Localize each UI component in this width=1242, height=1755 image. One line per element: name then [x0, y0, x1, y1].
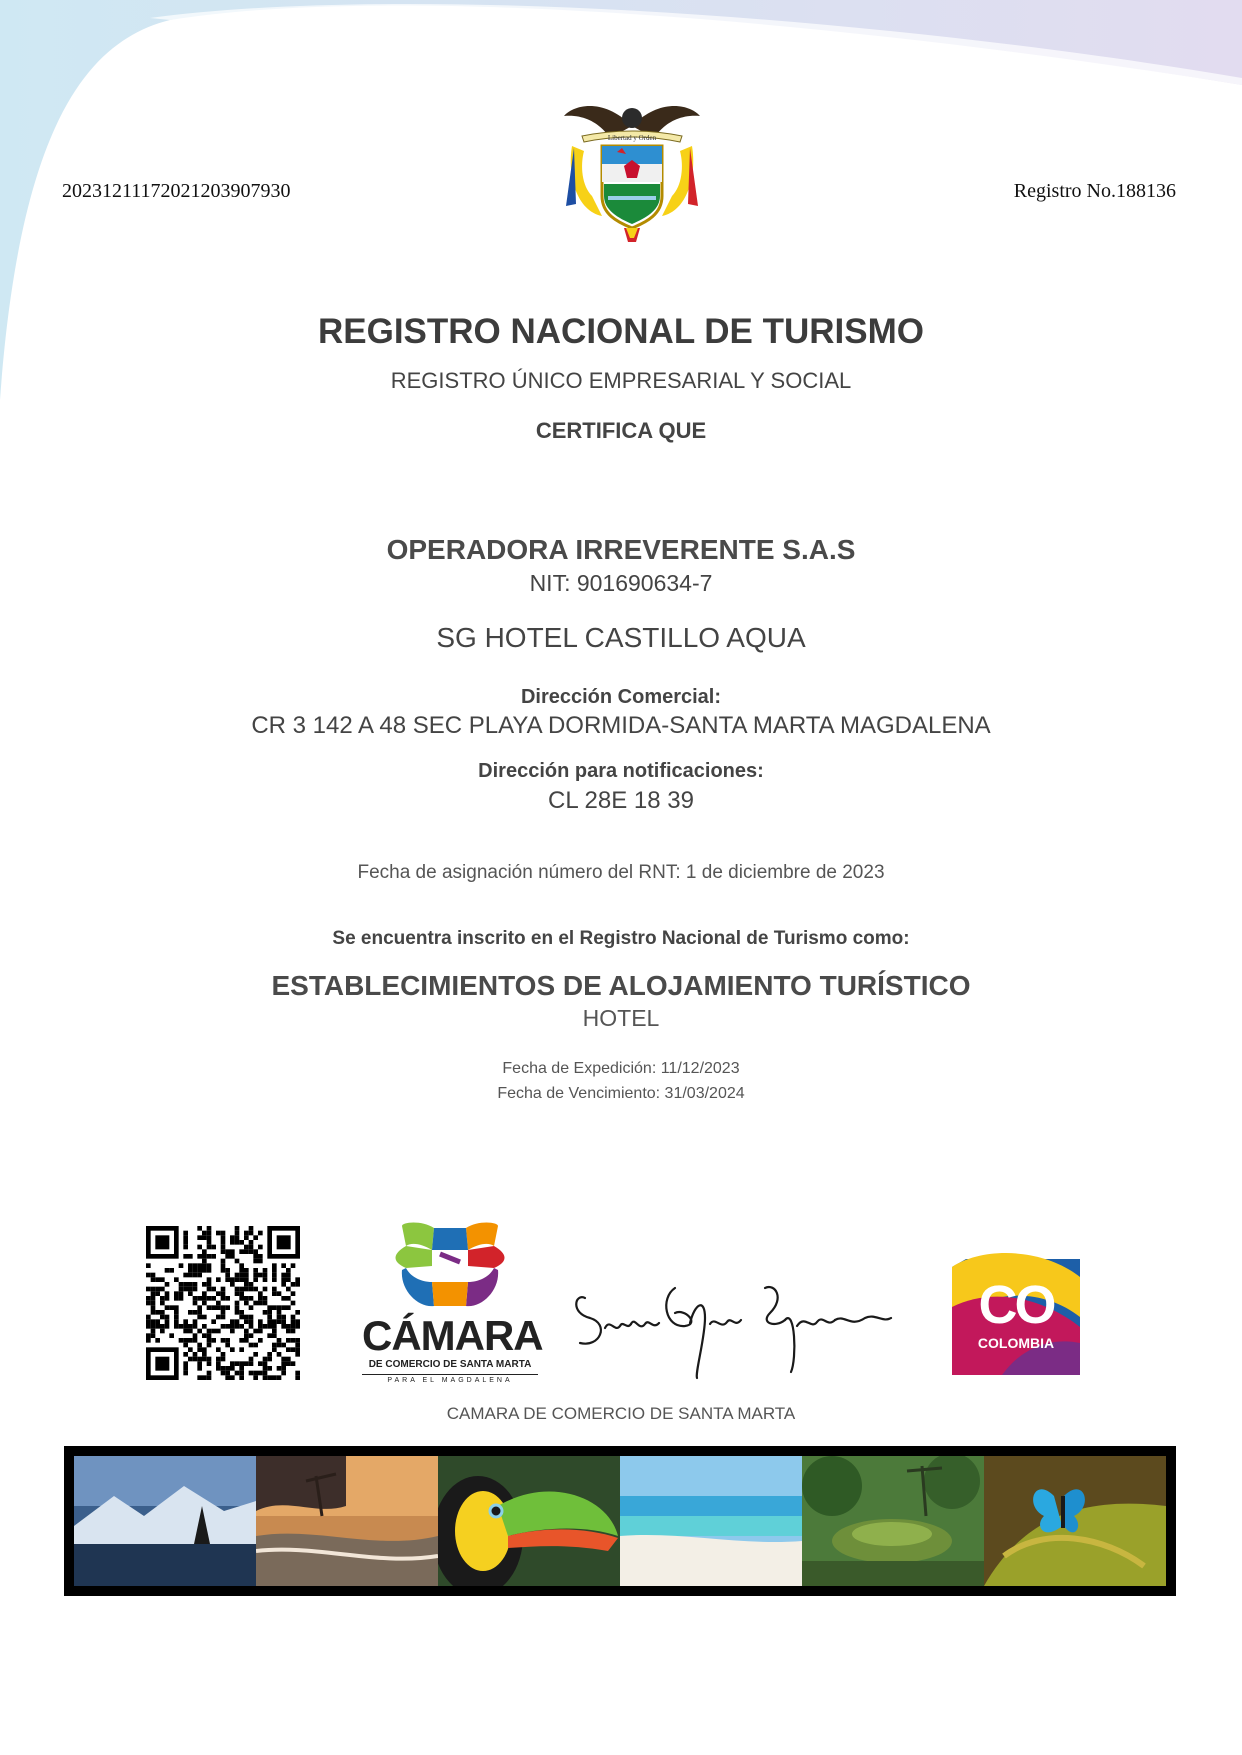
- photo-caribbean-beach: [620, 1456, 802, 1586]
- camara-emblem-icon: [362, 1220, 538, 1312]
- registration-type: HOTEL: [582, 1005, 660, 1031]
- photo-toucan: [438, 1456, 620, 1586]
- colombia-co-mark: CO: [978, 1275, 1054, 1335]
- notification-address-label: Dirección para notificaciones:: [478, 760, 764, 782]
- photo-blue-butterfly: [984, 1456, 1166, 1586]
- rnt-assignment-date: Fecha de asignación número del RNT: 1 de diciembre de 2023: [357, 862, 885, 883]
- registration-category: ESTABLECIMIENTOS DE ALOJAMIENTO TURÍSTICO: [271, 970, 971, 1001]
- photo-lost-city-ruins: [802, 1456, 984, 1586]
- commercial-address-label: Dirección Comercial:: [520, 686, 722, 708]
- issue-date: Fecha de Expedición: 11/12/2023: [502, 1060, 740, 1077]
- chamber-name: CAMARA DE COMERCIO DE SANTA MARTA: [446, 1404, 796, 1423]
- certifies-heading: CERTIFICA QUE: [535, 418, 707, 443]
- notification-address-value: CL 28E 18 39: [548, 787, 694, 814]
- camara-comercio-logo: [362, 1220, 543, 1388]
- photo-strip: [64, 1446, 1176, 1596]
- camara-logo-subtitle: DE COMERCIO DE SANTA MARTA: [368, 1359, 532, 1370]
- signature: [565, 1268, 895, 1386]
- expiration-date: Fecha de Vencimiento: 31/03/2024: [497, 1085, 745, 1102]
- establishment-name: SG HOTEL CASTILLO AQUA: [436, 622, 806, 653]
- colombia-logo-word: COLOMBIA: [977, 1335, 1055, 1351]
- coat-of-arms-icon: [562, 96, 702, 244]
- company-name: OPERADORA IRREVERENTE S.A.S: [386, 534, 856, 565]
- colombia-brand-logo: [952, 1247, 1080, 1375]
- commercial-address-value: CR 3 142 A 48 SEC PLAYA DORMIDA-SANTA MARTA MAGDALENA: [251, 712, 991, 739]
- camara-logo-tagline: PARA EL MAGDALENA: [362, 1374, 538, 1384]
- colombia-co-icon: [952, 1247, 1080, 1375]
- photo-beach-sunset: [256, 1456, 438, 1586]
- camara-logo-word: CÁMARA: [362, 1312, 543, 1359]
- page-subtitle: REGISTRO ÚNICO EMPRESARIAL Y SOCIAL: [390, 368, 852, 393]
- coat-motto: Libertad y Orden: [607, 134, 657, 142]
- registry-number: Registro No.188136: [1013, 180, 1176, 202]
- qr-code[interactable]: [146, 1226, 300, 1380]
- document-id: 20231211172021203907930: [62, 180, 291, 202]
- registration-intro: Se encuentra inscrito en el Registro Nacional de Turismo como:: [332, 928, 910, 949]
- company-nit: NIT: 901690634-7: [529, 570, 713, 596]
- photo-mountain-hiker: [74, 1456, 256, 1586]
- page-title: REGISTRO NACIONAL DE TURISMO: [317, 312, 925, 351]
